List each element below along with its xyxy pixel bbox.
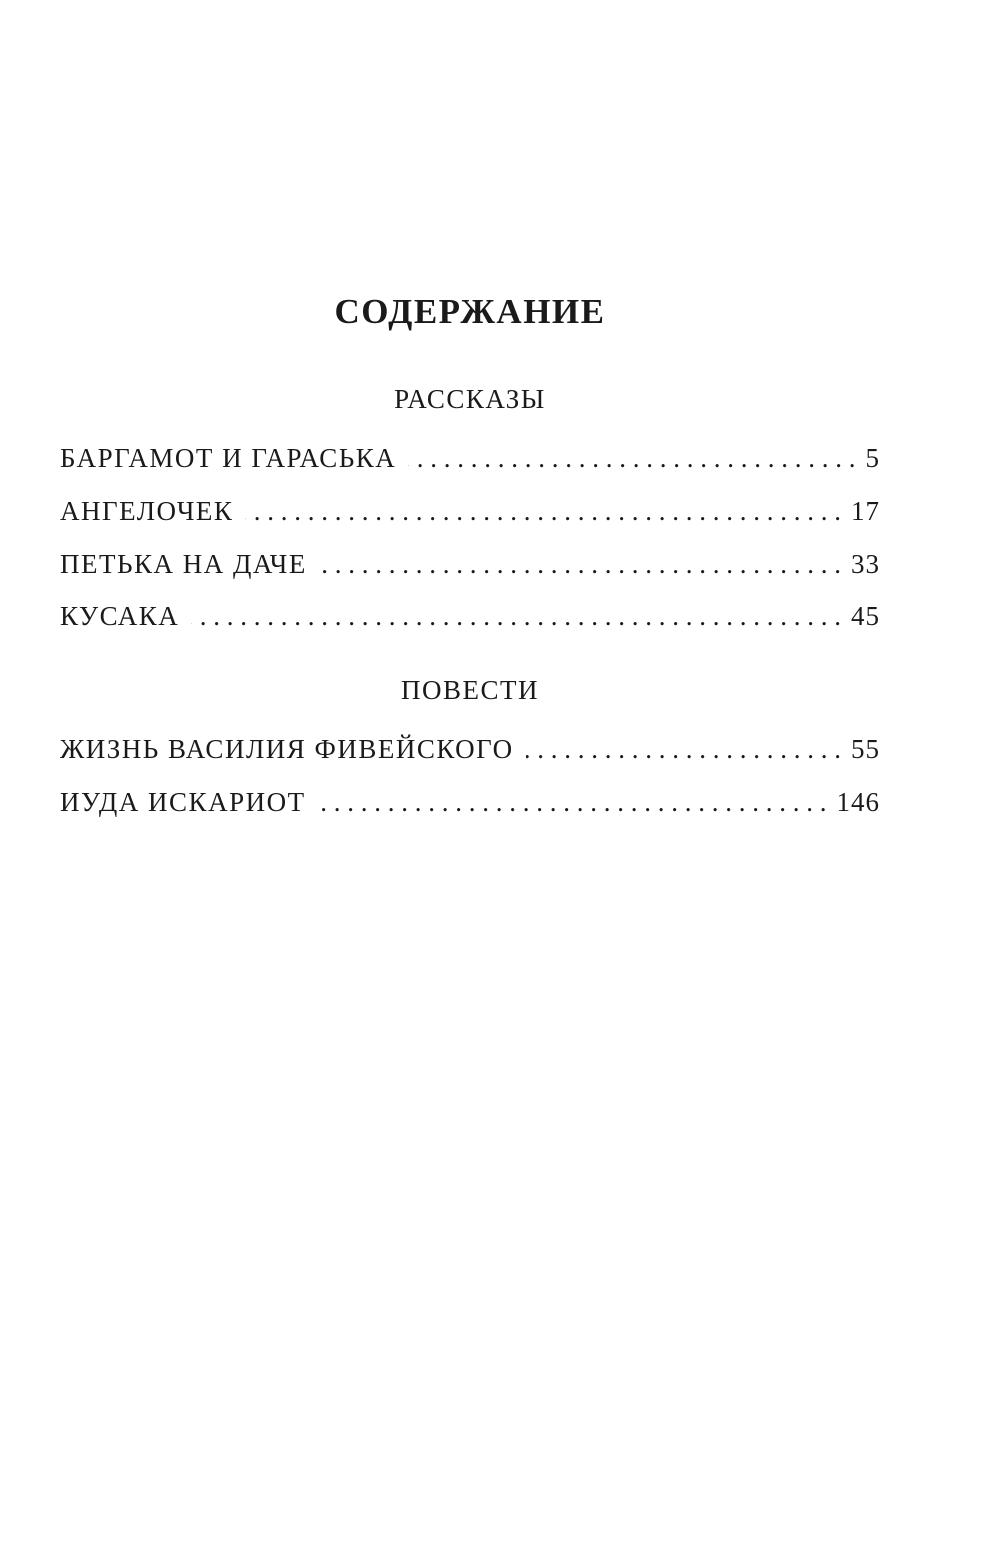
dot-leader <box>408 443 855 474</box>
toc-entry-title: БАРГАМОТ И ГАРАСЬКА <box>60 443 397 473</box>
toc-entry <box>60 601 880 641</box>
toc-entry-page: 45 <box>851 601 880 631</box>
toc-entry <box>60 496 880 536</box>
toc-entry <box>60 549 880 589</box>
toc-entry-title: АНГЕЛОЧЕК <box>60 496 234 526</box>
dot-leader <box>526 734 841 765</box>
dot-leader <box>245 496 841 527</box>
section-heading-novellas: ПОВЕСТИ <box>401 675 539 705</box>
toc-entry-page: 17 <box>851 496 880 526</box>
toc-entry <box>60 787 880 827</box>
dot-leader <box>318 787 827 818</box>
toc-entry <box>60 443 880 483</box>
toc-entry-title: КУСАКА <box>60 601 180 631</box>
toc-entry-title: ИУДА ИСКАРИОТ <box>60 787 306 817</box>
toc-entry-title: ЖИЗНЬ ВАСИЛИЯ ФИВЕЙСКОГО <box>60 734 514 764</box>
toc-entry-title: ПЕТЬКА НА ДАЧЕ <box>60 549 307 579</box>
dot-leader <box>191 601 841 632</box>
toc-entry-page: 146 <box>836 787 880 817</box>
toc-entry-page: 5 <box>865 443 880 473</box>
toc-entry <box>60 734 880 774</box>
toc-entry-page: 55 <box>851 734 880 764</box>
page-title: СОДЕРЖАНИЕ <box>334 292 606 331</box>
dot-leader <box>319 549 841 580</box>
section-heading-stories: РАССКАЗЫ <box>394 384 546 414</box>
toc-entry-page: 33 <box>851 549 880 579</box>
